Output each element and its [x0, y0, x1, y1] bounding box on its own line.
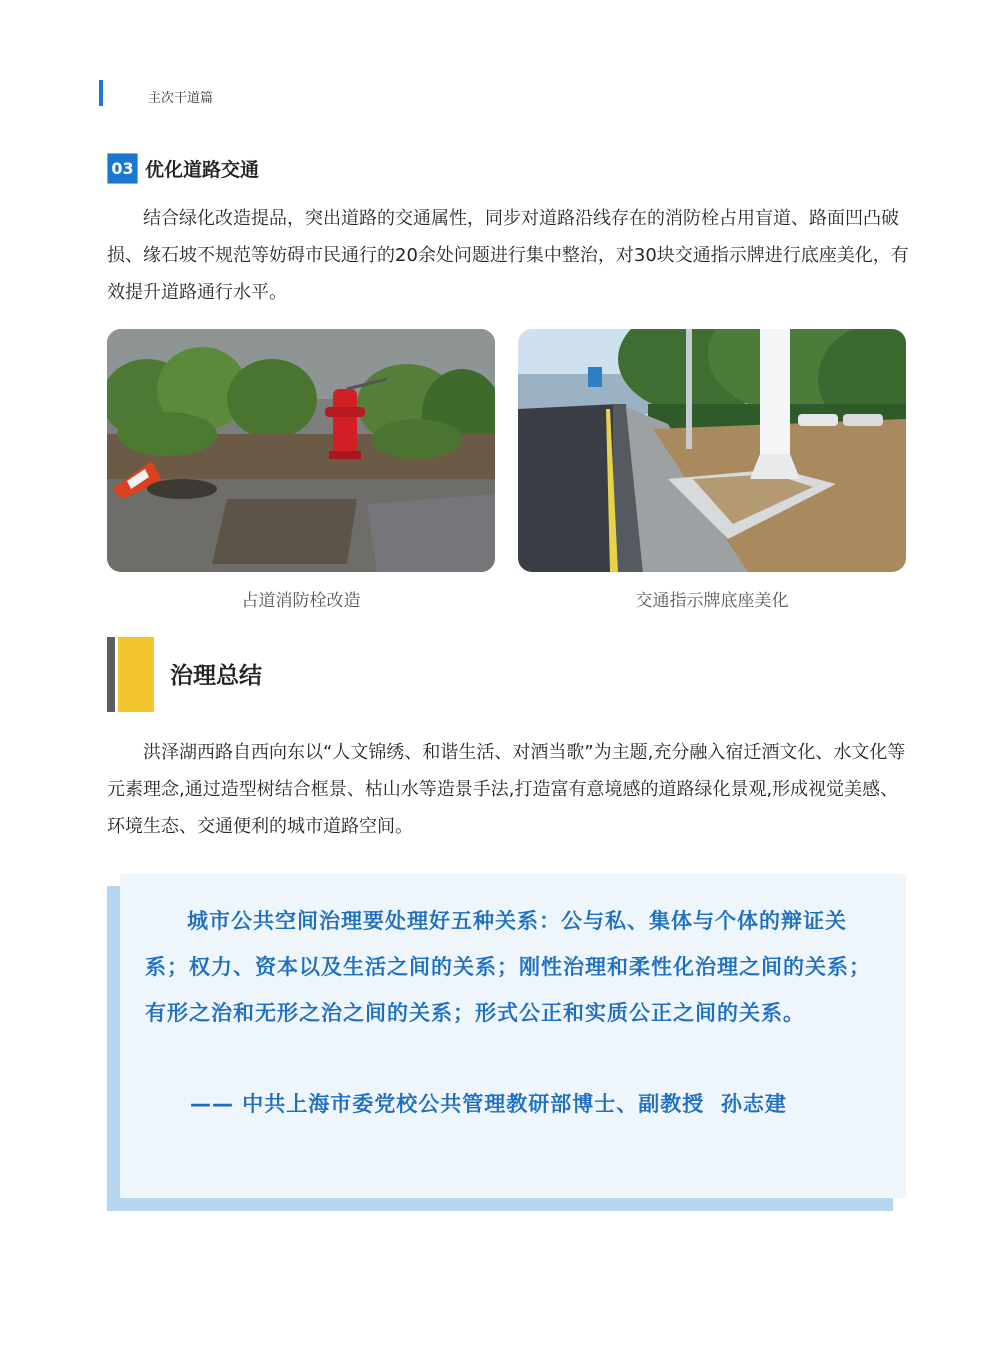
fire-hydrant-caption: 占道消防栓改造 [241, 591, 361, 611]
quote-attribution: —— 中共上海市委党校公共管理教研部博士、副教授 孙志建 [190, 1092, 787, 1116]
summary-title: 治理总结 [170, 663, 262, 689]
traffic-sign-caption: 交通指示牌底座美化 [635, 591, 789, 611]
summary-paragraph: 洪泽湖西路自西向东以“人文锦绣、和谐生活、对酒当歌”为主题,充分融入宿迁酒文化、水文化等元素理念,通过造型树结合框景、枯山水等造景手法,打造富有意境感的道路绿化景观,形成视觉美感、环境生态、交通便利的城市道路空间。 [107, 742, 906, 837]
fire-hydrant-illustration [107, 329, 495, 572]
header-section-label: 主次干道篇 [148, 91, 214, 106]
fire-hydrant-photo [107, 329, 495, 572]
summary-accent-grey [107, 637, 115, 712]
section-title: 优化道路交通 [145, 159, 260, 181]
summary-accent-yellow [118, 637, 154, 712]
traffic-sign-base-illustration [518, 329, 906, 572]
header-accent-bar [99, 80, 103, 106]
traffic-sign-base-photo [518, 329, 906, 572]
section-number-badge: 03 [107, 153, 138, 184]
quote-text: 城市公共空间治理要处理好五种关系：公与私、集体与个体的辩证关系；权力、资本以及生活之间的关系；刚性治理和柔性化治理之间的关系；有形之治和无形之治之间的关系；形式公正和实质公正之间的关系。 [145, 909, 871, 1025]
section-paragraph: 结合绿化改造提品，突出道路的交通属性，同步对道路沿线存在的消防栓占用盲道、路面凹凸破损、缘石坡不规范等妨碍市民通行的20余处问题进行集中整治，对30块交通指示牌进行底座美化，有效提升道路通行水平。 [107, 208, 909, 303]
